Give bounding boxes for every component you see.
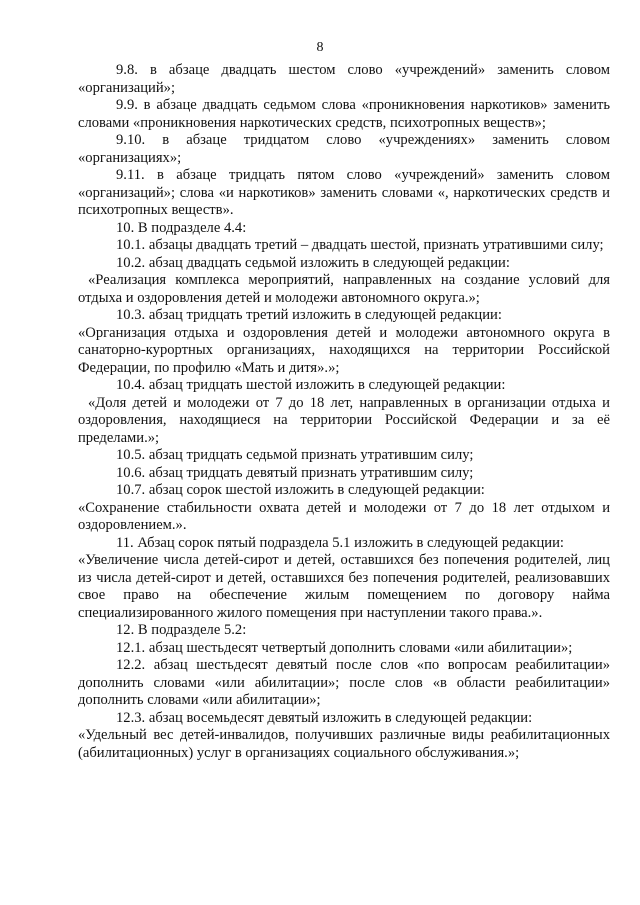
paragraph-12-1: 12.1. абзац шестьдесят четвертый дополнить словами «или абилитации»; [116, 639, 573, 656]
paragraph-9-8: 9.8. в абзаце двадцать шестом слово «учреждений» заменить словом «организаций»; [78, 62, 610, 96]
paragraph-9-11: 9.11. в абзаце тридцать пятом слово «учреждений» заменить словом «организаций»; слова «и наркотиков» заменить словами «, наркотических средств и психотропных веществ». [78, 167, 610, 218]
paragraph-12: 12. В подразделе 5.2: [116, 622, 247, 638]
paragraph-9-10: 9.10. в абзаце тридцатом слово «учреждениях» заменить словом «организациях»; [78, 132, 610, 166]
quoted-text-10-7: «Сохранение стабильности охвата детей и молодежи от 7 до 18 лет отдыхом и оздоровлением.». [78, 499, 610, 533]
paragraph-10-5: 10.5. абзац тридцать седьмой признать утратившим силу; [116, 447, 474, 463]
paragraph-10-3: 10.3. абзац тридцать третий изложить в следующей редакции: [116, 307, 502, 323]
page-number: 8 [316, 40, 324, 55]
quoted-text-10-2: «Реализация комплекса мероприятий, направленных на создание условий для отдыха и оздоровления детей и молодежи автономного округа.»; [78, 272, 610, 306]
paragraph-10-7: 10.7. абзац сорок шестой изложить в следующей редакции: [116, 482, 485, 498]
paragraph-10: 10. В подразделе 4.4: [116, 219, 247, 236]
paragraph-10-6: 10.6. абзац тридцать девятый признать утратившим силу; [116, 464, 474, 481]
quoted-text-12-3: «Удельный вес детей-инвалидов, получивших различные виды реабилитационных (абилитационных) услуг в организациях социального обслуживания.»; [78, 727, 610, 761]
paragraph-10-2: 10.2. абзац двадцать седьмой изложить в следующей редакции: [116, 254, 510, 271]
paragraph-12-2: 12.2. абзац шестьдесят девятый после слов «по вопросам реабилитации» дополнить словами «или абилитации»; после слов «в области реабилитации» дополнить словами «или абилитации»; [78, 657, 610, 708]
quoted-text-10-4: «Доля детей и молодежи от 7 до 18 лет, направленных в организации отдыха и оздоровления, находящиеся на территории Российской Федерации и за её пределами.»; [78, 394, 610, 446]
paragraph-9-9: 9.9. в абзаце двадцать седьмом слова «проникновения наркотиков» заменить словами «проникновения наркотических средств, психотропных веществ»; [78, 97, 610, 131]
paragraph-11: 11. Абзац сорок пятый подраздела 5.1 изложить в следующей редакции: [116, 534, 564, 551]
quoted-text-11: «Увеличение числа детей-сирот и детей, оставшихся без попечения родителей, лиц из числа детей-сирот и детей, оставшихся без попечения родителей, реализовавших свое право на обеспечение жилым помещением по договору найма специализированного жилого помещения при наступлении такого права.». [78, 552, 610, 621]
paragraph-12-3: 12.3. абзац восемьдесят девятый изложить в следующей редакции: [116, 709, 533, 726]
paragraph-10-4: 10.4. абзац тридцать шестой изложить в следующей редакции: [116, 377, 506, 393]
document-body [78, 62, 610, 762]
quoted-text-10-3: «Организация отдыха и оздоровления детей и молодежи автономного округа в санаторно-курортных организациях, находящихся на территории Российской Федерации, по профилю «Мать и дитя».»; [78, 324, 610, 376]
paragraph-10-1: 10.1. абзацы двадцать третий – двадцать шестой, признать утратившими силу; [116, 237, 604, 253]
